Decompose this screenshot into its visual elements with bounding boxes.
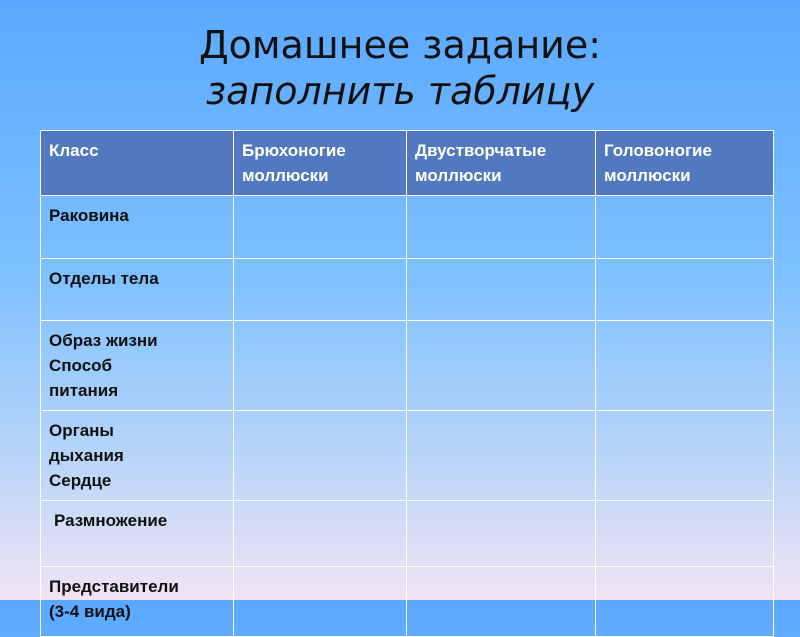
slide-title bbox=[0, 22, 800, 114]
table-cell bbox=[234, 567, 407, 637]
homework-table bbox=[40, 130, 774, 637]
table-cell bbox=[234, 501, 407, 567]
table-row bbox=[41, 501, 774, 567]
row-label-respiration: Органы дыхания Сердце bbox=[41, 411, 234, 501]
table-cell bbox=[407, 196, 596, 259]
table-cell bbox=[407, 501, 596, 567]
row-label-reproduction: Размножение bbox=[41, 501, 234, 567]
header-bivalves: Двустворчатые моллюски bbox=[407, 131, 596, 196]
header-gastropods: Брюхоногие моллюски bbox=[234, 131, 407, 196]
table-cell bbox=[407, 259, 596, 321]
table-cell bbox=[234, 259, 407, 321]
table-cell bbox=[596, 411, 774, 501]
row-label-lifestyle: Образ жизни Способ питания bbox=[41, 321, 234, 411]
row-label-body-parts: Отделы тела bbox=[41, 259, 234, 321]
title-line-2: заполнить таблицу bbox=[205, 69, 595, 113]
table-cell bbox=[596, 501, 774, 567]
table-cell bbox=[234, 196, 407, 259]
title-line-1: Домашнее задание: bbox=[198, 23, 602, 67]
table-cell bbox=[234, 321, 407, 411]
table-row bbox=[41, 196, 774, 259]
table-cell bbox=[596, 567, 774, 637]
table-cell bbox=[596, 196, 774, 259]
table-row bbox=[41, 567, 774, 637]
header-class: Класс bbox=[41, 131, 234, 196]
table-row bbox=[41, 411, 774, 501]
table-header-row bbox=[41, 131, 774, 196]
table-cell bbox=[234, 411, 407, 501]
table-cell bbox=[407, 567, 596, 637]
header-cephalopods: Головоногие моллюски bbox=[596, 131, 774, 196]
row-label-representatives: Представители (3-4 вида) bbox=[41, 567, 234, 637]
table-cell bbox=[596, 321, 774, 411]
table-cell bbox=[407, 411, 596, 501]
table-row bbox=[41, 321, 774, 411]
row-label-shell: Раковина bbox=[41, 196, 234, 259]
table-cell bbox=[407, 321, 596, 411]
table-cell bbox=[596, 259, 774, 321]
table-row bbox=[41, 259, 774, 321]
